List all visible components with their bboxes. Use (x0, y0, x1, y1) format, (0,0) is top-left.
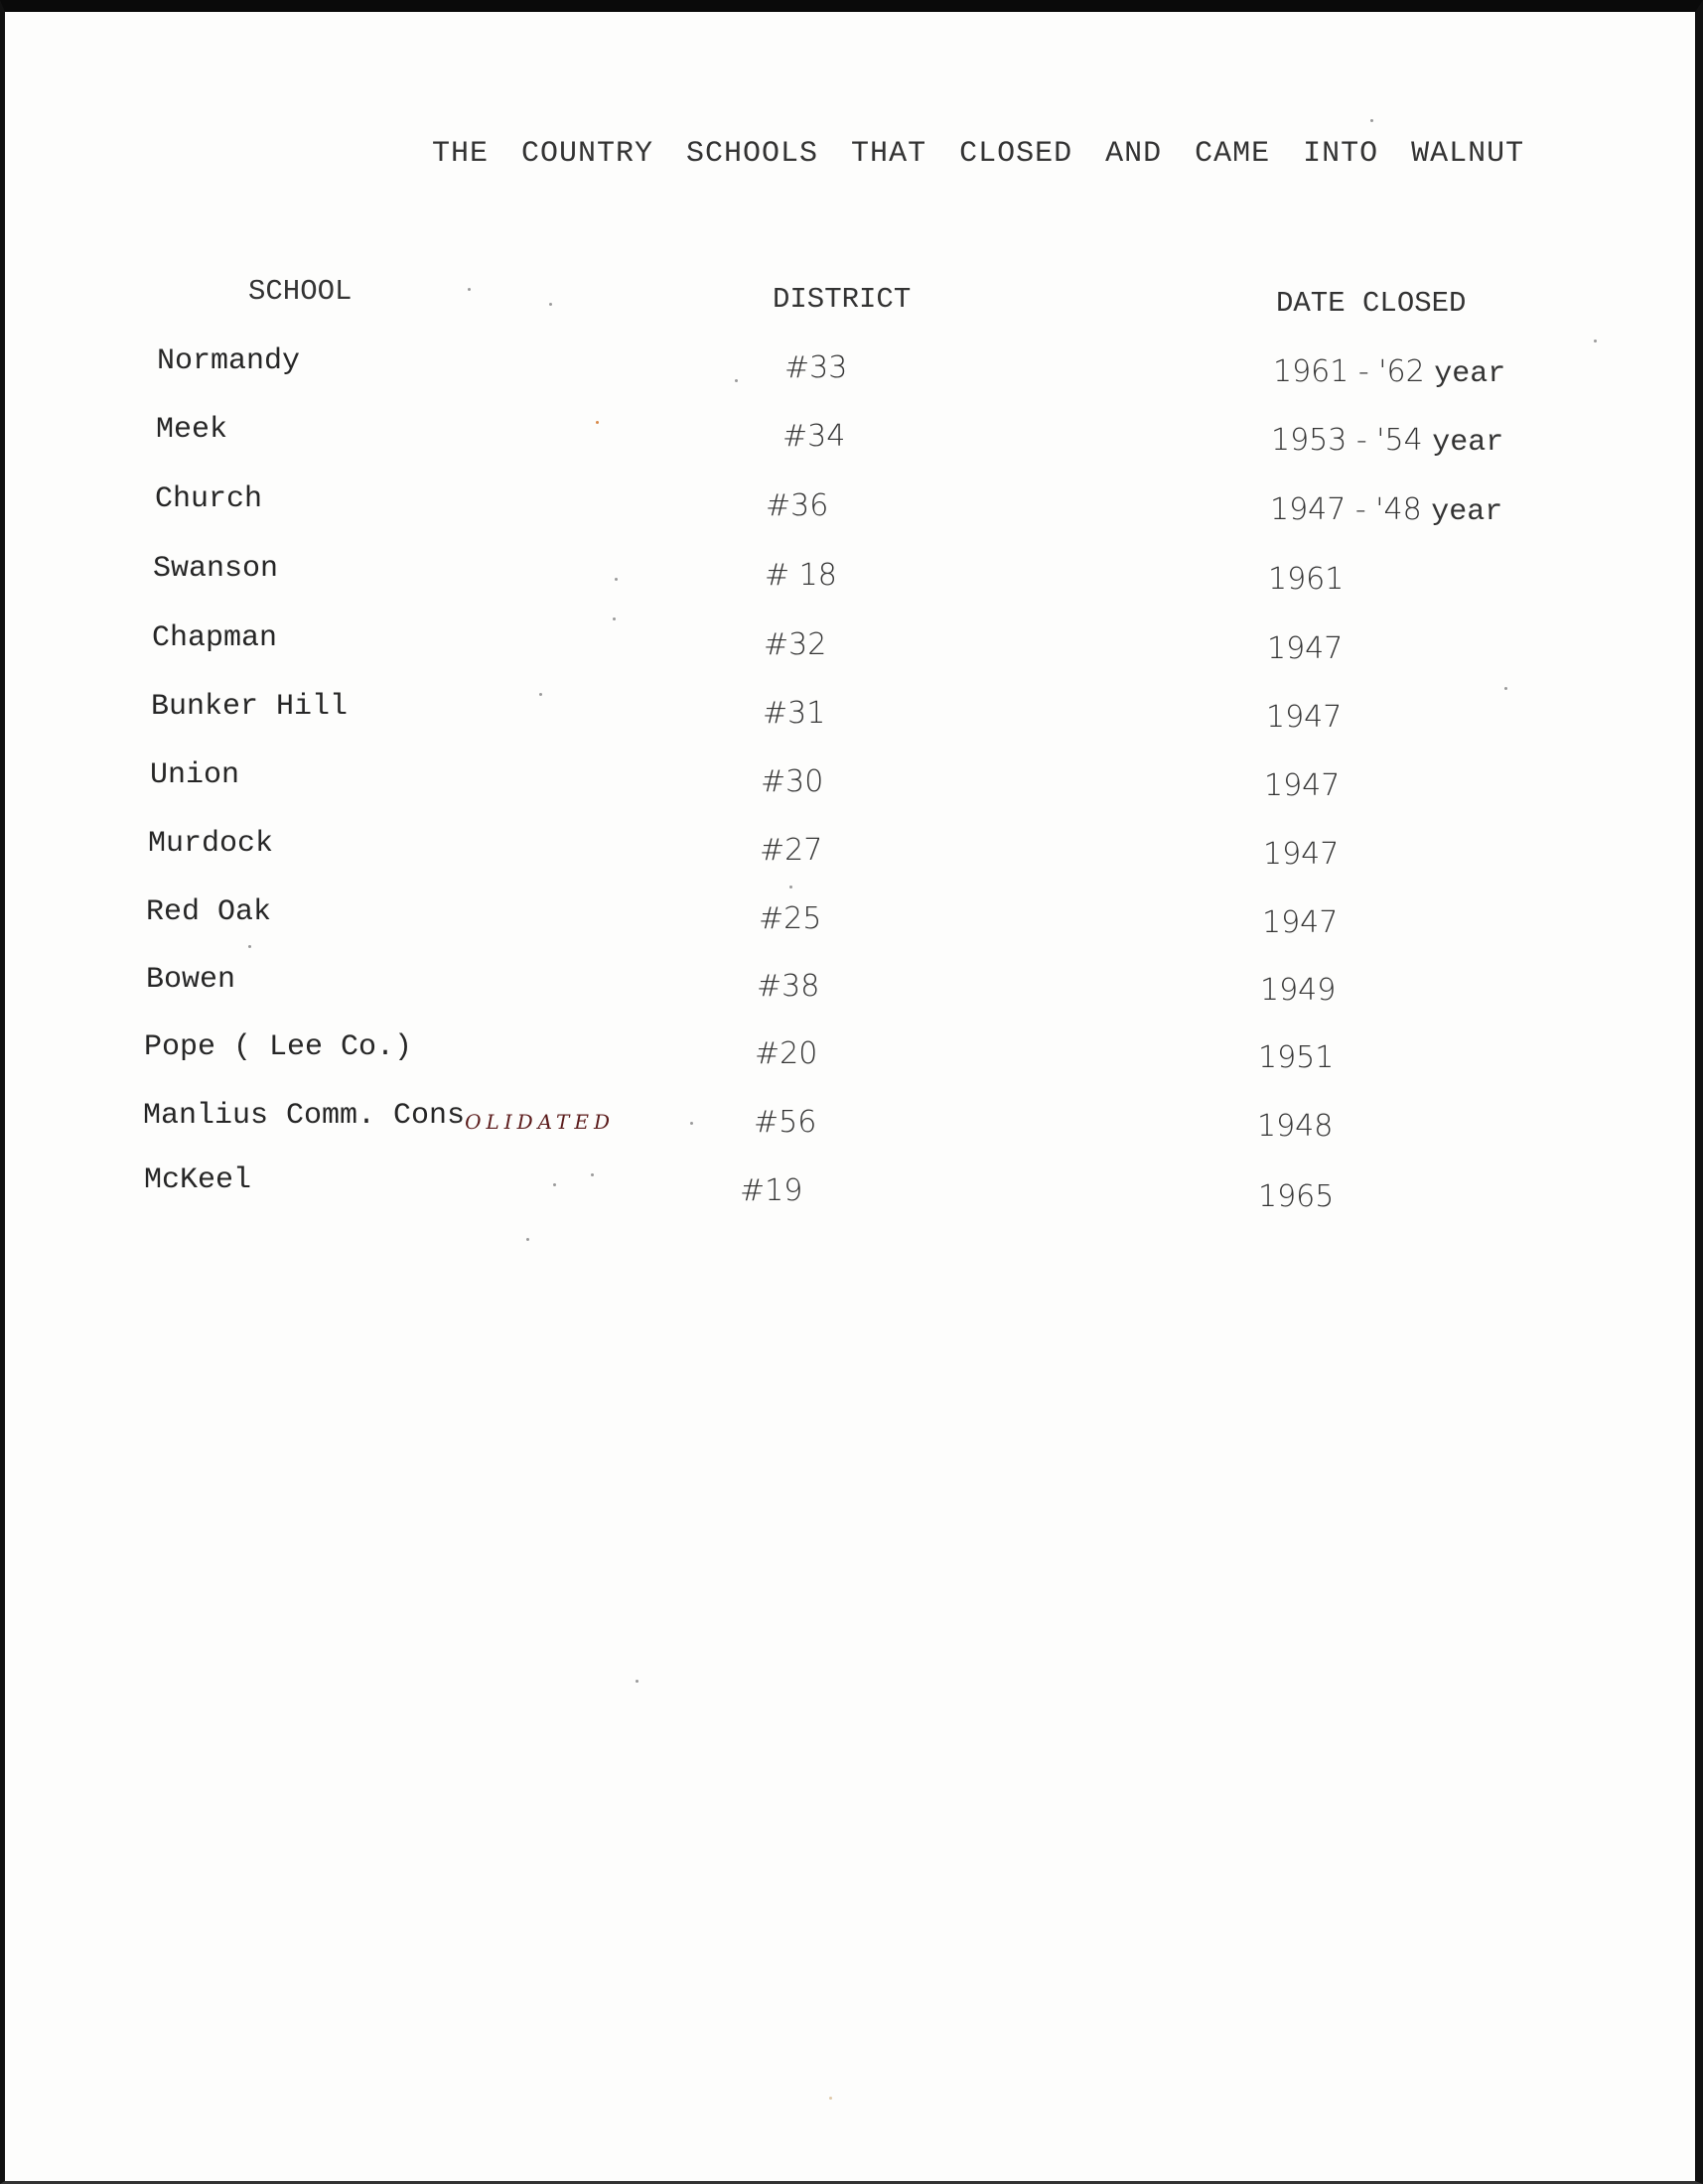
date-closed (1258, 1040, 1334, 1075)
school-name: Church (155, 482, 263, 516)
date-closed-suffix: year (1434, 357, 1506, 391)
table-row (5, 413, 1703, 473)
date-closed-suffix: year (1432, 426, 1504, 460)
school-name: Bunker Hill (151, 690, 349, 724)
scan-speck (1370, 119, 1373, 122)
date-closed (1267, 631, 1343, 666)
district-number: #33 (784, 350, 848, 385)
scan-speck (591, 1173, 594, 1176)
date-closed-suffix: year (1431, 495, 1503, 529)
scan-speck (549, 303, 552, 306)
scan-speck (735, 379, 738, 382)
district-number: #36 (766, 488, 829, 523)
date-closed-value: 1949 (1260, 973, 1337, 1008)
scan-speck (1594, 340, 1597, 342)
school-name: Meek (156, 413, 228, 447)
table-row (5, 552, 1703, 612)
date-closed-value: 1947 (1263, 837, 1340, 872)
date-closed (1270, 492, 1502, 529)
district-number: #38 (757, 969, 820, 1004)
scan-speck (526, 1238, 529, 1241)
scan-speck (248, 945, 251, 948)
date-closed-value: 1947 (1262, 905, 1339, 940)
date-closed-value: 1951 (1258, 1040, 1335, 1075)
date-closed-value: 1953 - '54 (1271, 423, 1423, 458)
district-number: #31 (763, 696, 826, 731)
date-closed-value: 1948 (1257, 1109, 1334, 1144)
document-title: THE COUNTRY SCHOOLS THAT CLOSED AND CAME INTO WALNUT (432, 137, 1525, 171)
school-name-typed: Manlius Comm. Cons (143, 1099, 466, 1133)
table-row (5, 758, 1703, 818)
date-closed (1258, 1179, 1334, 1214)
table-row (5, 963, 1703, 1023)
date-closed-value: 1947 (1264, 768, 1341, 803)
district-number: #34 (782, 419, 846, 454)
date-closed (1273, 354, 1505, 391)
district-number: #25 (759, 901, 822, 936)
scan-speck (1504, 687, 1507, 690)
school-name: Normandy (157, 344, 301, 378)
date-closed (1262, 905, 1338, 940)
date-closed (1266, 700, 1342, 735)
scan-speck (615, 578, 618, 581)
school-name: Union (150, 758, 240, 792)
date-closed-value: 1965 (1258, 1179, 1335, 1214)
table-row (5, 344, 1703, 404)
date-closed (1263, 837, 1339, 872)
school-name: Red Oak (146, 895, 272, 929)
district-number: #56 (754, 1105, 817, 1140)
scan-speck (596, 421, 599, 424)
date-closed-value: 1947 (1266, 700, 1343, 735)
school-name: Pope ( Lee Co.) (144, 1030, 413, 1064)
table-row (5, 827, 1703, 887)
school-name: Swanson (153, 552, 279, 586)
scan-speck (539, 693, 542, 696)
date-closed (1271, 423, 1503, 460)
table-row (5, 482, 1703, 542)
date-closed-value: 1947 - '48 (1270, 492, 1422, 527)
column-header-district: DISTRICT (773, 283, 912, 316)
district-number: # 18 (765, 558, 837, 593)
scan-speck (613, 617, 616, 620)
district-number: #27 (760, 833, 823, 868)
table-row (5, 690, 1703, 750)
table-row (5, 1099, 1703, 1159)
date-closed (1257, 1109, 1333, 1144)
date-closed (1268, 562, 1344, 597)
column-header-date-closed: DATE CLOSED (1276, 287, 1467, 320)
table-row (5, 1163, 1703, 1223)
school-name: McKeel (144, 1163, 252, 1197)
date-closed-value: 1961 - '62 (1273, 354, 1425, 389)
column-header-school: SCHOOL (248, 275, 353, 308)
district-number: #19 (740, 1173, 803, 1208)
scan-speck (468, 288, 471, 291)
district-number: #32 (764, 627, 827, 662)
handwritten-correction: OLIDATED (465, 1110, 615, 1134)
scan-speck (636, 1680, 639, 1683)
school-name: Murdock (148, 827, 274, 861)
scan-speck (690, 1122, 693, 1125)
scan-speck (553, 1183, 556, 1186)
date-closed (1260, 973, 1336, 1008)
school-name: Bowen (146, 963, 236, 997)
date-closed-value: 1961 (1268, 562, 1345, 597)
date-closed-value: 1947 (1267, 631, 1344, 666)
date-closed (1264, 768, 1340, 803)
school-name (143, 1099, 615, 1133)
scan-speck (829, 2097, 832, 2100)
table-row (5, 895, 1703, 955)
table-row (5, 1030, 1703, 1090)
scan-speck (789, 886, 792, 888)
district-number: #20 (755, 1036, 818, 1071)
school-name: Chapman (152, 621, 278, 655)
district-number: #30 (761, 764, 824, 799)
table-row (5, 621, 1703, 681)
